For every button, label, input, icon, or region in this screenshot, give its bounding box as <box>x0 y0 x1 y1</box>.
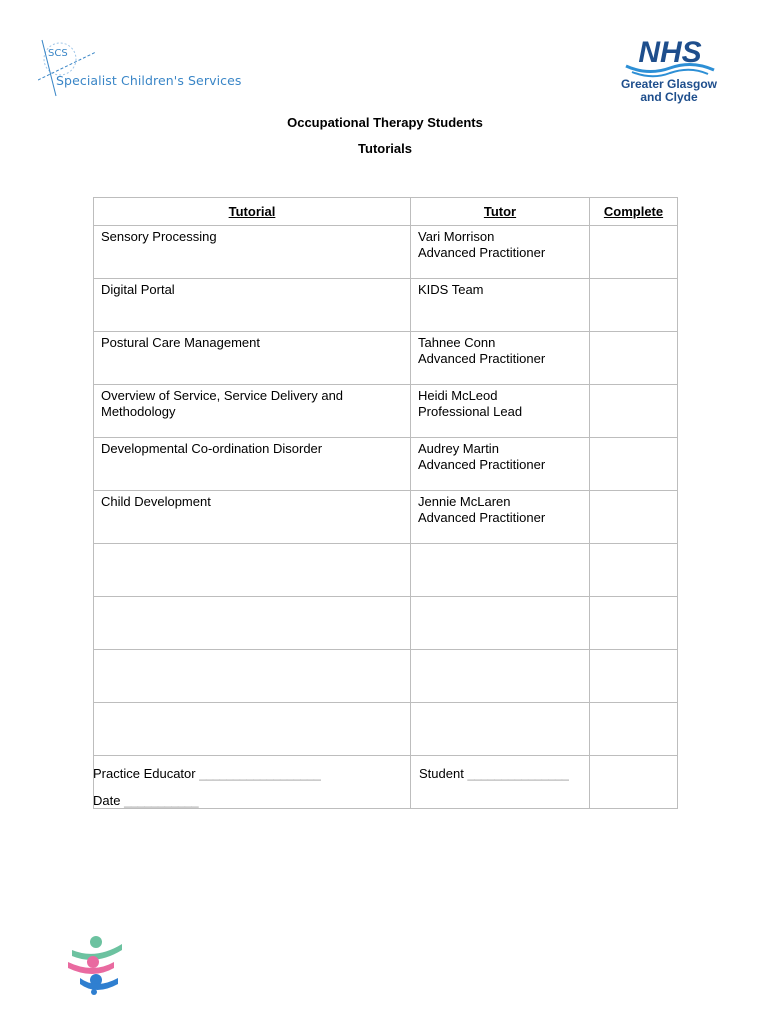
tutor-cell <box>411 650 590 703</box>
tutor-cell <box>411 332 590 385</box>
student-field[interactable] <box>419 766 568 781</box>
tutor-cell <box>411 279 590 332</box>
complete-cell[interactable] <box>590 491 678 544</box>
document-title: Occupational Therapy Students <box>287 115 483 130</box>
tutor-cell <box>411 703 590 756</box>
tutorial-cell: Child Development <box>94 491 411 544</box>
scs-logo-graphic <box>38 38 238 98</box>
table-row <box>94 279 678 332</box>
table-row <box>94 385 678 438</box>
tutor-cell <box>411 597 590 650</box>
table-header-row <box>94 198 678 226</box>
table-row <box>94 332 678 385</box>
tutor-name: Heidi McLeod <box>418 388 498 403</box>
table-row <box>94 703 678 756</box>
tutor-name: Tahnee Conn <box>418 335 496 350</box>
table-row <box>94 544 678 597</box>
document-subtitle: Tutorials <box>358 141 412 156</box>
tutor-cell <box>411 491 590 544</box>
tutor-role: Advanced Practitioner <box>418 244 546 260</box>
tutorials-table <box>93 197 678 809</box>
tutor-cell <box>411 756 590 809</box>
scs-abbrev: SCS <box>48 48 68 59</box>
tutor-role: Professional Lead <box>418 403 523 419</box>
tutor-name: Audrey Martin <box>418 441 499 456</box>
practice-educator-signature-line[interactable]: __________________ <box>199 766 321 781</box>
complete-cell[interactable] <box>590 438 678 491</box>
date-field[interactable] <box>93 793 198 808</box>
tutor-name: KIDS Team <box>418 282 484 297</box>
tutorial-cell: Developmental Co-ordination Disorder <box>94 438 411 491</box>
tutorial-cell: Digital Portal <box>94 279 411 332</box>
complete-cell[interactable] <box>590 756 678 809</box>
table-row <box>94 438 678 491</box>
nhs-mark: NHS <box>638 36 702 69</box>
complete-cell[interactable] <box>590 279 678 332</box>
nhs-board-name <box>610 78 728 104</box>
tutorial-cell <box>94 544 411 597</box>
tutorial-cell <box>94 597 411 650</box>
nhs-board-line2: and Clyde <box>640 90 698 104</box>
scs-name: Specialist Children's Services <box>56 73 242 88</box>
student-signature-line[interactable]: _______________ <box>467 766 569 781</box>
tutor-cell <box>411 385 590 438</box>
table-row <box>94 226 678 279</box>
practice-educator-field[interactable] <box>93 766 320 781</box>
table-row <box>94 491 678 544</box>
complete-cell[interactable] <box>590 226 678 279</box>
tutor-role: Advanced Practitioner <box>418 350 546 366</box>
tutor-role: Advanced Practitioner <box>418 456 546 472</box>
date-label: Date <box>93 793 121 808</box>
tutor-name: Vari Morrison <box>418 229 495 244</box>
children-figures-logo <box>66 934 126 996</box>
table-row <box>94 597 678 650</box>
complete-cell[interactable] <box>590 597 678 650</box>
header-complete: Complete <box>590 198 678 226</box>
tutorial-cell <box>94 650 411 703</box>
tutor-cell <box>411 544 590 597</box>
tutor-name: Jennie McLaren <box>418 494 511 509</box>
tutorial-cell <box>94 703 411 756</box>
student-label: Student <box>419 766 464 781</box>
tutor-cell <box>411 226 590 279</box>
tutor-role: Advanced Practitioner <box>418 509 546 525</box>
date-line[interactable]: ___________ <box>124 793 199 808</box>
tutorial-cell: Sensory Processing <box>94 226 411 279</box>
complete-cell[interactable] <box>590 703 678 756</box>
practice-educator-label: Practice Educator <box>93 766 196 781</box>
header-tutor: Tutor <box>411 198 590 226</box>
complete-cell[interactable] <box>590 332 678 385</box>
tutor-cell <box>411 438 590 491</box>
table-row <box>94 650 678 703</box>
tutorial-cell: Overview of Service, Service Delivery and Methodology <box>94 385 411 438</box>
complete-cell[interactable] <box>590 650 678 703</box>
tutorial-cell: Postural Care Management <box>94 332 411 385</box>
complete-cell[interactable] <box>590 544 678 597</box>
header-tutorial: Tutorial <box>94 198 411 226</box>
nhs-board-line1: Greater Glasgow <box>620 77 718 91</box>
complete-cell[interactable] <box>590 385 678 438</box>
